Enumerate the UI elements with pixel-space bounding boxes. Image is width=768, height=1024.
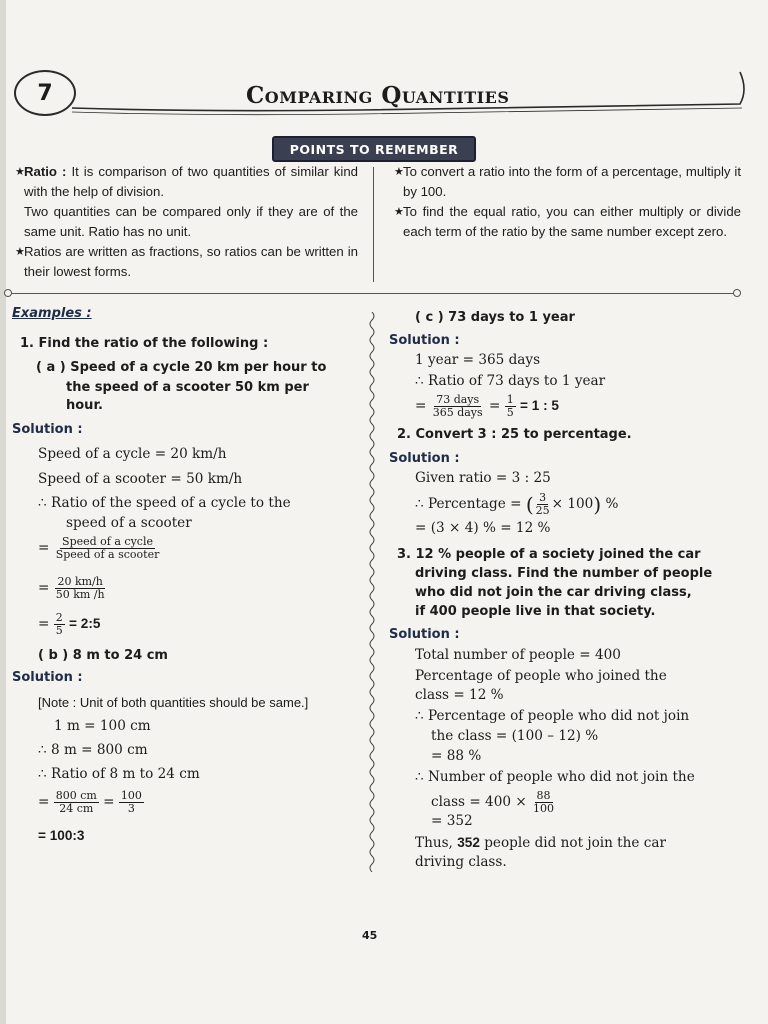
divider-end-dot bbox=[733, 289, 741, 297]
column-divider bbox=[373, 167, 374, 282]
fraction-expression: = $\frac{\text{Speed of a cycle}}{\text{Speed of a scooter}}$ bbox=[38, 535, 160, 561]
conclusion-text: people did not join the car bbox=[484, 835, 666, 851]
fraction bbox=[54, 790, 99, 815]
solution-line: Speed of a scooter = 50 km/h bbox=[38, 471, 243, 487]
paren-left: ( bbox=[525, 492, 534, 517]
section-divider bbox=[8, 293, 738, 294]
point-ratio-to-percentage bbox=[389, 162, 741, 202]
fraction-expression: = $\frac{800 cm}{24 cm}$ = $\frac{100}{3}$ bbox=[38, 789, 142, 815]
star-bullet-icon: ★ bbox=[394, 206, 404, 218]
point-text: Ratios are written as fractions, so ratios can be written in their lowest forms. bbox=[24, 244, 358, 279]
solution-line: = 352 bbox=[431, 813, 473, 829]
points-right-column bbox=[389, 162, 741, 242]
point-equal-ratio bbox=[389, 202, 741, 242]
chapter-title: Comparing Quantities bbox=[246, 82, 510, 109]
solution-line: Total number of people = 400 bbox=[415, 647, 621, 663]
fraction-numerator: 2 bbox=[55, 611, 63, 624]
solution-line: Given ratio = 3 : 25 bbox=[415, 470, 551, 486]
note-text: [Note : Unit of both quantities should be same.] bbox=[38, 695, 309, 710]
chapter-number: 7 bbox=[14, 70, 76, 116]
fraction-expression: = $\frac{\text{73 days}}{\text{365 days}}$ = $\frac{1}{5}$ = 1 : 5 bbox=[415, 393, 559, 419]
solution-line: 1 m = 100 cm bbox=[54, 718, 151, 734]
point-lowest-forms bbox=[10, 242, 358, 282]
solution-line: Speed of a cycle = 20 km/h bbox=[38, 446, 227, 462]
solution-line: ∴ Number of people who did not join the bbox=[415, 769, 695, 785]
fraction-numerator: 73 days bbox=[436, 393, 480, 406]
solution-line: = (3 × 4) % = 12 % bbox=[415, 520, 551, 536]
fraction-numerator: Speed of a cycle bbox=[62, 535, 153, 548]
fraction-denominator: 3 bbox=[127, 802, 135, 815]
star-bullet-icon: ★ bbox=[15, 166, 25, 178]
solution-line: ∴ Ratio of 73 days to 1 year bbox=[415, 373, 606, 389]
fraction bbox=[54, 576, 107, 601]
fraction-numerator: 800 cm bbox=[55, 789, 97, 802]
fraction-expression bbox=[431, 790, 556, 815]
fraction-numerator: 88 bbox=[536, 789, 551, 802]
fraction-denominator: 5 bbox=[55, 624, 63, 637]
point-text: To convert a ratio into the form of a percentage, multiply it by 100. bbox=[403, 164, 741, 199]
examples-label: Examples : bbox=[12, 306, 92, 321]
question-1a-line: the speed of a scooter 50 km per bbox=[66, 380, 309, 395]
points-to-remember-banner: POINTS TO REMEMBER bbox=[272, 136, 476, 162]
fraction-expression: = $\frac{20 km/h}{50 km /h}$ bbox=[38, 575, 105, 601]
conclusion-value: 352 bbox=[457, 835, 480, 850]
point-text: It is comparison of two quantities of similar kind with the help of division. bbox=[24, 164, 359, 199]
fraction-numerator: 1 bbox=[506, 393, 514, 406]
point-lead: Ratio : bbox=[24, 164, 67, 179]
solution-line: ∴ Percentage of people who did not join bbox=[415, 708, 690, 724]
fraction-numerator: 20 km/h bbox=[57, 575, 103, 588]
solution-label: Solution : bbox=[12, 670, 83, 685]
divider-end-dot bbox=[4, 289, 12, 297]
points-left-column bbox=[10, 162, 358, 282]
result-value: = 100:3 bbox=[38, 828, 85, 843]
question-1c: ( c ) 73 days to 1 year bbox=[415, 310, 575, 325]
conclusion-line: driving class. bbox=[415, 854, 507, 870]
fraction-denominator: Speed of a scooter bbox=[55, 548, 160, 561]
expression-text: × 100 bbox=[551, 496, 594, 512]
solution-line: ∴ Ratio of the speed of a cycle to the bbox=[38, 495, 291, 511]
fraction-numerator: 3 bbox=[539, 491, 547, 504]
question-3-line: if 400 people live in that society. bbox=[415, 604, 656, 619]
question-3-line: driving class. Find the number of people bbox=[415, 566, 713, 581]
fraction-denominator: 50 km /h bbox=[55, 588, 105, 601]
solution-line: class = 12 % bbox=[415, 687, 504, 703]
wavy-column-divider bbox=[367, 312, 377, 872]
fraction-denominator: 100 bbox=[533, 802, 555, 815]
star-bullet-icon: ★ bbox=[15, 246, 25, 258]
point-same-unit bbox=[10, 202, 358, 242]
conclusion-line bbox=[415, 835, 666, 851]
fraction-denominator: 5 bbox=[506, 406, 514, 419]
solution-line: 1 year = 365 days bbox=[415, 352, 541, 368]
result-value: = 1 : 5 bbox=[520, 398, 559, 413]
question-1b: ( b ) 8 m to 24 cm bbox=[38, 648, 168, 663]
point-ratio-definition bbox=[10, 162, 358, 202]
fraction bbox=[531, 790, 556, 815]
solution-line: speed of a scooter bbox=[66, 515, 192, 531]
expression-text: % bbox=[605, 496, 619, 512]
page-edge bbox=[0, 0, 6, 1024]
conclusion-text: Thus, bbox=[415, 835, 453, 851]
paren-right: ) bbox=[593, 492, 602, 517]
star-bullet-icon: ★ bbox=[394, 166, 404, 178]
solution-label: Solution : bbox=[12, 422, 83, 437]
solution-label: Solution : bbox=[389, 627, 460, 642]
fraction-denominator: 365 days bbox=[432, 406, 483, 419]
result-value: = 2:5 bbox=[69, 616, 101, 631]
solution-label: Solution : bbox=[389, 333, 460, 348]
percentage-expression bbox=[415, 492, 618, 517]
fraction bbox=[54, 612, 65, 637]
question-3-line: 3. 12 % people of a society joined the car bbox=[397, 547, 701, 562]
solution-line: ∴ Ratio of 8 m to 24 cm bbox=[38, 766, 200, 782]
question-1a-line: ( a ) Speed of a cycle 20 km per hour to bbox=[36, 360, 327, 375]
page-number: 45 bbox=[362, 929, 378, 942]
fraction bbox=[534, 492, 552, 517]
point-text: To find the equal ratio, you can either multiply or divide each term of the ratio by the same number except zero. bbox=[403, 204, 741, 239]
fraction-numerator: 100 bbox=[120, 789, 142, 802]
solution-line: the class = (100 – 12) % bbox=[431, 728, 599, 744]
fraction-expression: = $\frac{2}{5}$ = 2:5 bbox=[38, 611, 101, 637]
expression-text: class = 400 × bbox=[431, 794, 527, 810]
solution-line: ∴ 8 m = 800 cm bbox=[38, 742, 148, 758]
solution-line: Percentage of people who joined the bbox=[415, 668, 667, 684]
fraction bbox=[431, 394, 485, 419]
point-text: Two quantities can be compared only if they are of the same unit. Ratio has no unit. bbox=[24, 204, 358, 239]
solution-line: = 88 % bbox=[431, 748, 482, 764]
fraction bbox=[119, 790, 144, 815]
solution-label: Solution : bbox=[389, 451, 460, 466]
fraction bbox=[54, 536, 162, 561]
question-2: 2. Convert 3 : 25 to percentage. bbox=[397, 427, 632, 442]
question-1a-line: hour. bbox=[66, 398, 103, 413]
question-1-heading: 1. Find the ratio of the following : bbox=[20, 336, 269, 351]
fraction-denominator: 24 cm bbox=[59, 802, 94, 815]
expression-text: ∴ Percentage = bbox=[415, 496, 522, 512]
question-3-line: who did not join the car driving class, bbox=[415, 585, 692, 600]
fraction bbox=[505, 394, 516, 419]
fraction-denominator: 25 bbox=[535, 504, 550, 517]
